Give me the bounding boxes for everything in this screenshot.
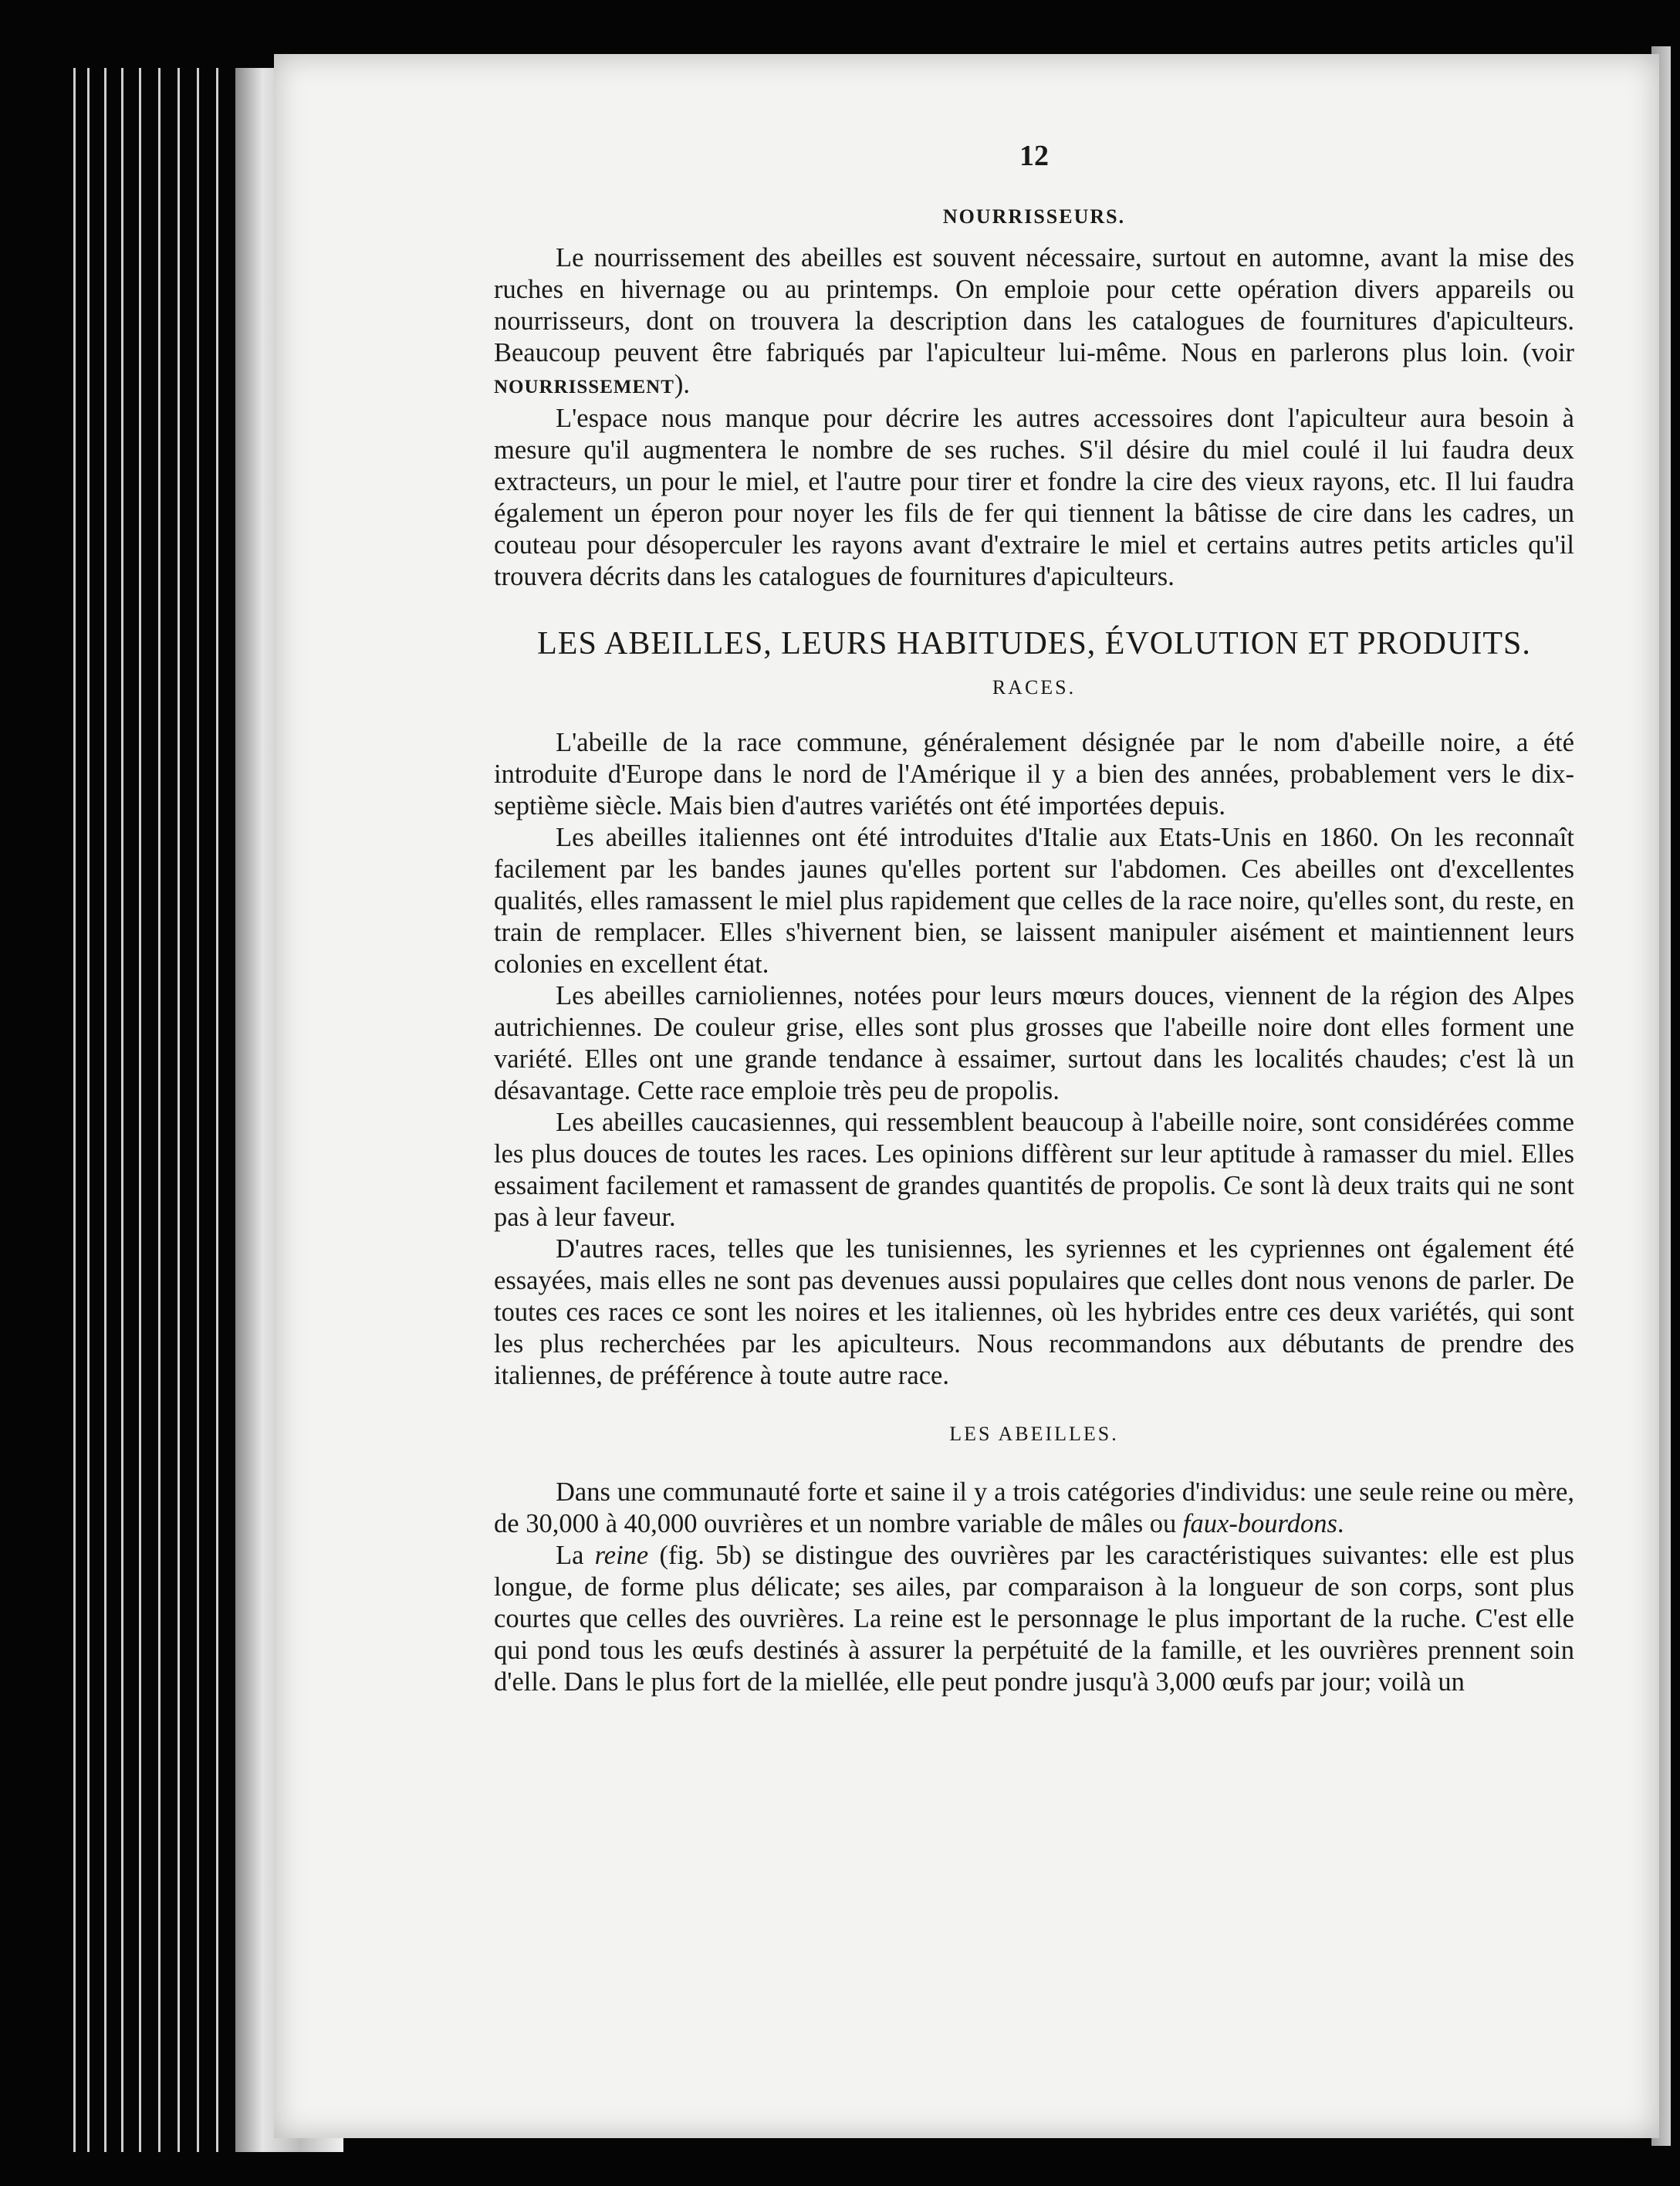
paragraph-races-1: L'abeille de la race commune, généralement désignée par le nom d'abeille noire, a été introduite d'Europe dans le nord de l'Amérique il y a bien des années, probablement vers le dix-septième siècle. Mais bien d'autres variétés ont été importées depuis. xyxy=(494,728,1574,821)
italic-faux-bourdons: faux-bourdons xyxy=(1182,1509,1337,1538)
heading-nourrisseurs: NOURRISSEURS. xyxy=(942,205,1126,228)
paragraph-nourrisseurs-2: L'espace nous manque pour décrire les autres accessoires dont l'apiculteur aura besoin à mesure qu'il augmentera le nombre de ses ruches. S'il désire du miel coulé il lui faudra deux extracteurs, un pour le miel, et l'autre pour tirer et fondre la cire des vieux rayons, etc. Il lui faudra également un éperon pour noyer les fils de fer qui tiennent la bâtisse de cire dans les cadres, un couteau pour désoperculer les rayons avant d'extraire le miel et certains autres petits articles qu'il trouvera décrits dans les catalogues de fournitures d'apiculteurs. xyxy=(494,404,1574,591)
page-number: 12 xyxy=(1019,140,1049,172)
paragraph-races-2: Les abeilles italiennes ont été introduites d'Italie aux Etats-Unis en 1860. On les reconnaît facilement par les bandes jaunes qu'elles portent sur l'abdomen. Ces abeilles ont d'excellentes qualités, elles ramassent le miel plus rapidement que celles de la race noire, qu'elles sont, du reste, en train de remplacer. Elles s'hivernent bien, se laissent manipuler aisément et maintiennent leurs colonies en excellent état. xyxy=(494,823,1574,979)
paragraph-abeilles-2: La reine (fig. 5b) se distingue des ouvrières par les caractéristiques suivantes: elle est plus longue, de forme plus délicate; ses ailes, par comparaison à la longueur de son corps, sont plus courtes que celles des ouvrières. La reine est le personnage le plus important de la ruche. C'est elle qui pond tous les œufs destinés à assurer la perpétuité de la famille, et les ouvrières prennent soin d'elle. Dans le plus fort de la miellée, elle peut pondre jusqu'à 3,000 œufs par jour; voilà un xyxy=(494,1541,1574,1697)
book-page-edges xyxy=(73,68,289,2152)
section-title: LES ABEILLES, LEURS HABITUDES, ÉVOLUTION ET PRODUITS. xyxy=(537,626,1531,662)
paragraph-races-3: Les abeilles carnioliennes, notées pour leurs mœurs douces, viennent de la région des Alpes autrichiennes. De couleur grise, elles sont plus grosses que l'abeille noire dont elles forment une variété. Elles ont une grande tendance à essaimer, surtout dans les localités chaudes; c'est là un désavantage. Cette race emploie très peu de propolis. xyxy=(494,981,1574,1105)
page-content xyxy=(494,139,1574,1698)
heading-races: RACES. xyxy=(992,676,1077,699)
paragraph-races-5: D'autres races, telles que les tunisiennes, les syriennes et les cypriennes ont également été essayées, mais elles ne sont pas devenues aussi populaires que celles dont nous venons de parler. De toutes ces races ce sont les noires et les italiennes, où les hybrides entre ces deux variétés, qui sont les plus recherchées par les apiculteurs. Nous recommandons aux débutants de prendre des italiennes, de préférence à toute autre race. xyxy=(494,1234,1574,1390)
heading-les-abeilles: LES ABEILLES. xyxy=(949,1423,1119,1445)
paragraph-races-4: Les abeilles caucasiennes, qui ressemblent beaucoup à l'abeille noire, sont considérées comme les plus douces de toutes les races. Les opinions diffèrent sur leur aptitude à ramasser du miel. Elles essaiment facilement et ramassent de grandes quantités de propolis. Ce sont là deux traits qui ne sont pas à leur faveur. xyxy=(494,1108,1574,1232)
paragraph-abeilles-1: Dans une communauté forte et saine il y a trois catégories d'individus: une seule reine ou mère, de 30,000 à 40,000 ouvrières et un nombre variable de mâles ou faux-bourdons. xyxy=(494,1477,1574,1538)
reference-nourrissement: NOURRISSEMENT xyxy=(494,377,674,398)
italic-reine: reine xyxy=(594,1541,649,1570)
book-page xyxy=(274,54,1659,2138)
paragraph-nourrisseurs-1: Le nourrissement des abeilles est souvent nécessaire, surtout en automne, avant la mise des ruches en hivernage ou au printemps. On emploie pour cette opération divers appareils ou nourrisseurs, dont on trouvera la description dans les catalogues de fournitures d'apiculteurs. Beaucoup peuvent être fabriqués par l'apiculteur lui-même. Nous en parlerons plus loin. (voir NOURRISSEMENT). xyxy=(494,243,1574,399)
